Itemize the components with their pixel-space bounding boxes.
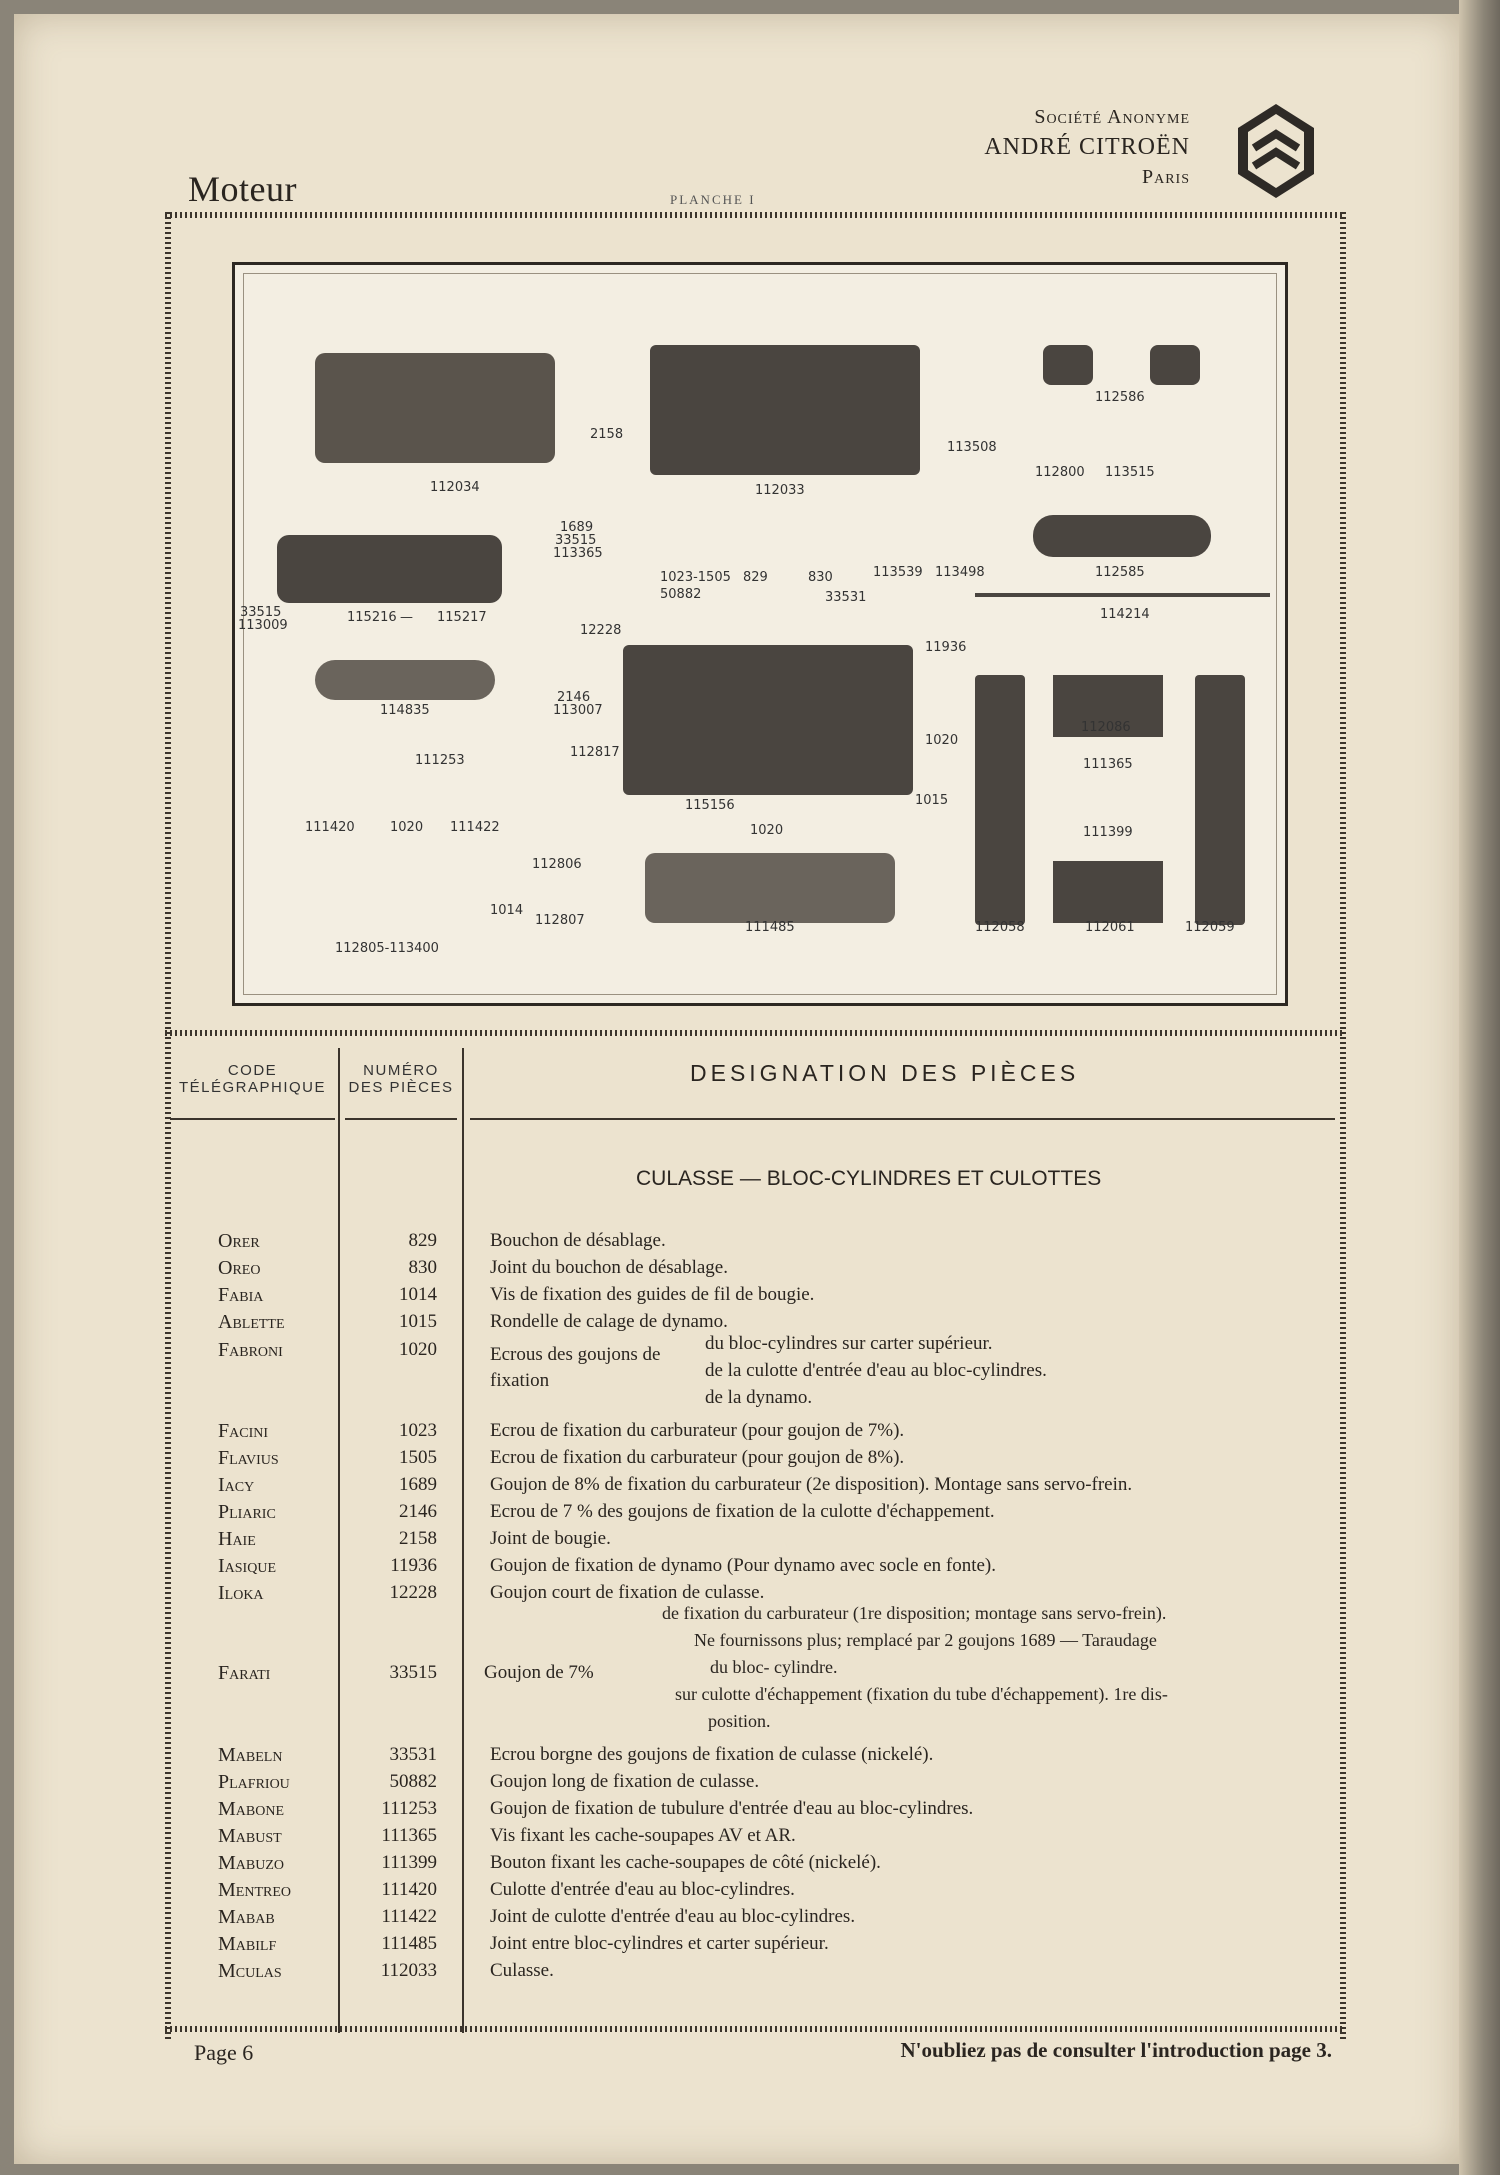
company-line-1: Société Anonyme (1034, 106, 1190, 128)
column-header-code-line-2: TÉLÉGRAPHIQUE (178, 1079, 327, 1096)
part-code: Iasique (218, 1555, 276, 1577)
part-description: Bouchon de désablage. (490, 1230, 666, 1251)
part-number: 11936 (390, 1555, 437, 1576)
plate-label-16: 112585 (1095, 565, 1145, 580)
page-number: Page 6 (194, 2040, 254, 2065)
column-header-number-line-2: DES PIÈCES (348, 1079, 454, 1096)
plate-label-6: 113515 (1105, 465, 1155, 480)
column-header-number-line-1: NUMÉRO (363, 1062, 439, 1079)
column-header-code (170, 1062, 335, 1096)
plate-label-46: 112058 (975, 920, 1025, 935)
plate-label-47: 112061 (1085, 920, 1135, 935)
gasket-ring-shape (315, 660, 495, 700)
plate-label-20: 33515 (240, 605, 282, 620)
plate-label-32: 111253 (415, 753, 465, 768)
part-code: Mabuzo (218, 1852, 285, 1874)
part-description: Goujon de fixation de dynamo (Pour dynamo avec socle en fonte). (490, 1555, 996, 1576)
plate-label-35: 115156 (685, 798, 735, 813)
plate-label-29: 113007 (553, 703, 603, 718)
part-description: Joint du bouchon de désablage. (490, 1257, 728, 1278)
part-code: Flavius (218, 1447, 279, 1469)
page-title: Moteur (188, 169, 297, 209)
part-description: Ecrou de fixation du carburateur (pour goujon de 8%). (490, 1447, 905, 1468)
part-number: 111420 (381, 1879, 437, 1900)
column-header-number (345, 1062, 457, 1096)
company-line-3: Paris (1141, 166, 1190, 188)
part-number: 1020 (399, 1339, 437, 1360)
plate-label-41: 111399 (1083, 825, 1133, 840)
bottom-rule (165, 2026, 1345, 2032)
plate-label-25: 12228 (580, 623, 622, 638)
plate-label-1: 112034 (430, 480, 480, 495)
part-code: Mabeln (218, 1744, 283, 1766)
plate-label-22: 115216 (347, 610, 397, 625)
left-rule (165, 212, 171, 2042)
gasket-bottom-shape (645, 853, 895, 923)
plate-label-17: 50882 (660, 587, 702, 602)
plate-label-39: 111422 (450, 820, 500, 835)
part-code: Facini (218, 1420, 269, 1442)
part-description: Goujon long de fixation de culasse. (490, 1771, 760, 1792)
top-rule (165, 212, 1345, 218)
part-number: 2146 (399, 1501, 437, 1522)
citroen-logo-icon (1236, 102, 1316, 200)
cover-plate-shape-2 (1053, 861, 1163, 923)
part-code: Fabia (218, 1284, 264, 1306)
plate-label-30: 112086 (1081, 720, 1131, 735)
plate-label-8: 1689 (560, 520, 594, 535)
part-description: Ecrou de fixation du carburateur (pour goujon de 7%). (490, 1420, 905, 1441)
plate-label-21: 113009 (238, 618, 288, 633)
part-description-detail: position. (708, 1711, 771, 1731)
part-description-detail: Ne fournissons plus; remplacé par 2 goujons 1689 — Taraudage (694, 1630, 1157, 1650)
plate-label-3: 112033 (755, 483, 805, 498)
plate-label-27: 114835 (380, 703, 430, 718)
side-cover-shape-2 (1195, 675, 1245, 925)
section-title: CULASSE — BLOC-CYLINDRES ET CULOTTES (636, 1167, 1102, 1190)
right-rule (1340, 212, 1346, 2042)
plate-label-36: 1015 (915, 793, 949, 808)
hose-shape-2 (1150, 345, 1200, 385)
part-number: 111253 (381, 1798, 437, 1819)
plate-label-4: 113508 (947, 440, 997, 455)
table-top-rule (165, 1030, 1345, 1036)
plate-label-43: 1014 (490, 903, 524, 918)
part-code: Haie (218, 1528, 256, 1550)
cylinder-head-shape (650, 345, 920, 475)
part-description-detail: de fixation du carburateur (1re disposition; montage sans servo-frein). (662, 1603, 1167, 1623)
part-description: Ecrous des goujons de fixation (490, 1344, 661, 1391)
hose-shape (1043, 345, 1093, 385)
part-code: Plafriou (218, 1771, 290, 1793)
column-header-code-line-1: CODE (227, 1062, 278, 1079)
plate-label-37: 111420 (305, 820, 355, 835)
plate-label-7: 112586 (1095, 390, 1145, 405)
part-code: Mabab (218, 1906, 275, 1928)
column-divider-2 (462, 1048, 464, 2033)
plate-label-23: — (400, 610, 413, 625)
header-underline-3 (470, 1118, 1335, 1120)
part-number: 830 (408, 1257, 437, 1278)
part-code: Orer (218, 1230, 260, 1252)
part-code: Pliaric (218, 1501, 276, 1523)
plate-label-33: 112817 (570, 745, 620, 760)
part-number: 1014 (399, 1284, 437, 1305)
column-header-designation: DESIGNATION DES PIÈCES (690, 1060, 1080, 1086)
plate-label-42: 112806 (532, 857, 582, 872)
company-block (984, 102, 1190, 192)
part-code: Ablette (218, 1311, 285, 1333)
part-description: Culotte d'entrée d'eau au bloc-cylindres. (490, 1879, 795, 1900)
part-description: Goujon court de fixation de culasse. (490, 1582, 765, 1603)
side-cover-shape (975, 675, 1025, 925)
company-line-2: ANDRÉ CITROËN (984, 134, 1190, 160)
part-code: Farati (218, 1662, 271, 1684)
plate-label-5: 112800 (1035, 465, 1085, 480)
part-number: 111422 (381, 1906, 437, 1927)
part-description: Vis fixant les cache-soupapes AV et AR. (490, 1825, 796, 1846)
plate-label-48: 112059 (1185, 920, 1235, 935)
part-number: 33531 (389, 1744, 437, 1765)
plate-label-18: 33531 (825, 590, 867, 605)
part-number: 12228 (389, 1582, 437, 1603)
parts-illustration (232, 262, 1288, 1006)
plate-label: PLANCHE I (670, 192, 756, 207)
plate-label-24: 115217 (437, 610, 487, 625)
part-number: 1015 (399, 1311, 437, 1332)
plate-label-34: 1020 (925, 733, 959, 748)
plate-label-38: 1020 (390, 820, 424, 835)
plate-label-10: 113365 (553, 546, 603, 561)
part-description: Joint de bougie. (490, 1528, 611, 1549)
part-number: 33515 (389, 1662, 437, 1683)
footer-note: N'oubliez pas de consulter l'introduction page 3. (900, 2038, 1332, 2062)
part-number: 1689 (399, 1474, 437, 1495)
plate-label-49: 112805-113400 (335, 941, 439, 956)
part-description: Ecrou borgne des goujons de fixation de culasse (nickelé). (490, 1744, 934, 1765)
part-description-detail: sur culotte d'échappement (fixation du tube d'échappement). 1re dis- (675, 1684, 1168, 1704)
part-number: 111365 (381, 1825, 437, 1846)
part-description: Culasse. (490, 1960, 554, 1981)
plate-label-26: 11936 (925, 640, 967, 655)
part-description-detail: du bloc-cylindres sur carter supérieur. (705, 1333, 993, 1354)
part-description: Bouton fixant les cache-soupapes de côté (nickelé). (490, 1852, 881, 1873)
part-description: Ecrou de 7 % des goujons de fixation de la culotte d'échappement. (490, 1501, 995, 1522)
part-description: Joint de culotte d'entrée d'eau au bloc-cylindres. (490, 1906, 856, 1927)
part-description: Goujon de 8% de fixation du carburateur (2e disposition). Montage sans servo-frein. (490, 1474, 1133, 1495)
part-code: Fabroni (218, 1339, 283, 1361)
part-code: Mabilf (218, 1933, 277, 1955)
part-number: 111399 (381, 1852, 437, 1873)
plate-label-44: 112807 (535, 913, 585, 928)
plate-label-28: 2146 (557, 690, 591, 705)
plate-label-2: 2158 (590, 427, 624, 442)
pipe-shape (1033, 515, 1211, 557)
plate-label-14: 113539 (873, 565, 923, 580)
part-description-detail: du bloc- cylindre. (710, 1657, 838, 1677)
part-number: 1023 (399, 1420, 437, 1441)
part-number: 112033 (380, 1960, 437, 1981)
plate-label-9: 33515 (555, 533, 597, 548)
part-description: Rondelle de calage de dynamo. (490, 1311, 728, 1332)
part-code: Oreo (218, 1257, 261, 1279)
header-underline-1 (170, 1118, 335, 1120)
dipstick-shape (975, 593, 1270, 597)
part-code: Iloka (218, 1582, 264, 1604)
part-description: Vis de fixation des guides de fil de bougie. (490, 1284, 815, 1305)
page-edge (1459, 0, 1500, 2175)
part-number: 50882 (389, 1771, 437, 1792)
part-description: Goujon de fixation de tubulure d'entrée d'eau au bloc-cylindres. (490, 1798, 974, 1819)
plate-label-45: 111485 (745, 920, 795, 935)
part-number: 1505 (399, 1447, 437, 1468)
part-number: 829 (408, 1230, 437, 1251)
plate-label-19: 114214 (1100, 607, 1150, 622)
part-number: 111485 (381, 1933, 437, 1954)
part-code: Mabone (218, 1798, 285, 1820)
plate-label-11: 1023-1505 (660, 570, 731, 585)
part-description-detail: de la dynamo. (705, 1387, 813, 1408)
plate-label-31: 111365 (1083, 757, 1133, 772)
part-code: Mabust (218, 1825, 282, 1847)
column-divider-1 (338, 1048, 340, 2033)
plate-label-15: 113498 (935, 565, 985, 580)
part-code: Mculas (218, 1960, 282, 1982)
part-description: Goujon de 7% (484, 1662, 594, 1683)
cylinder-block-shape (623, 645, 913, 795)
plate-label-13: 830 (808, 570, 833, 585)
part-code: Iacy (218, 1474, 255, 1496)
header-underline-2 (345, 1118, 457, 1120)
plate-label-40: 1020 (750, 823, 784, 838)
plate-label-12: 829 (743, 570, 768, 585)
part-description-detail: de la culotte d'entrée d'eau au bloc-cylindres. (705, 1360, 1047, 1381)
part-number: 2158 (399, 1528, 437, 1549)
valve-cover-shape (277, 535, 502, 603)
part-code: Mentreo (218, 1879, 291, 1901)
head-gasket-shape (315, 353, 555, 463)
part-description: Joint entre bloc-cylindres et carter supérieur. (490, 1933, 829, 1954)
